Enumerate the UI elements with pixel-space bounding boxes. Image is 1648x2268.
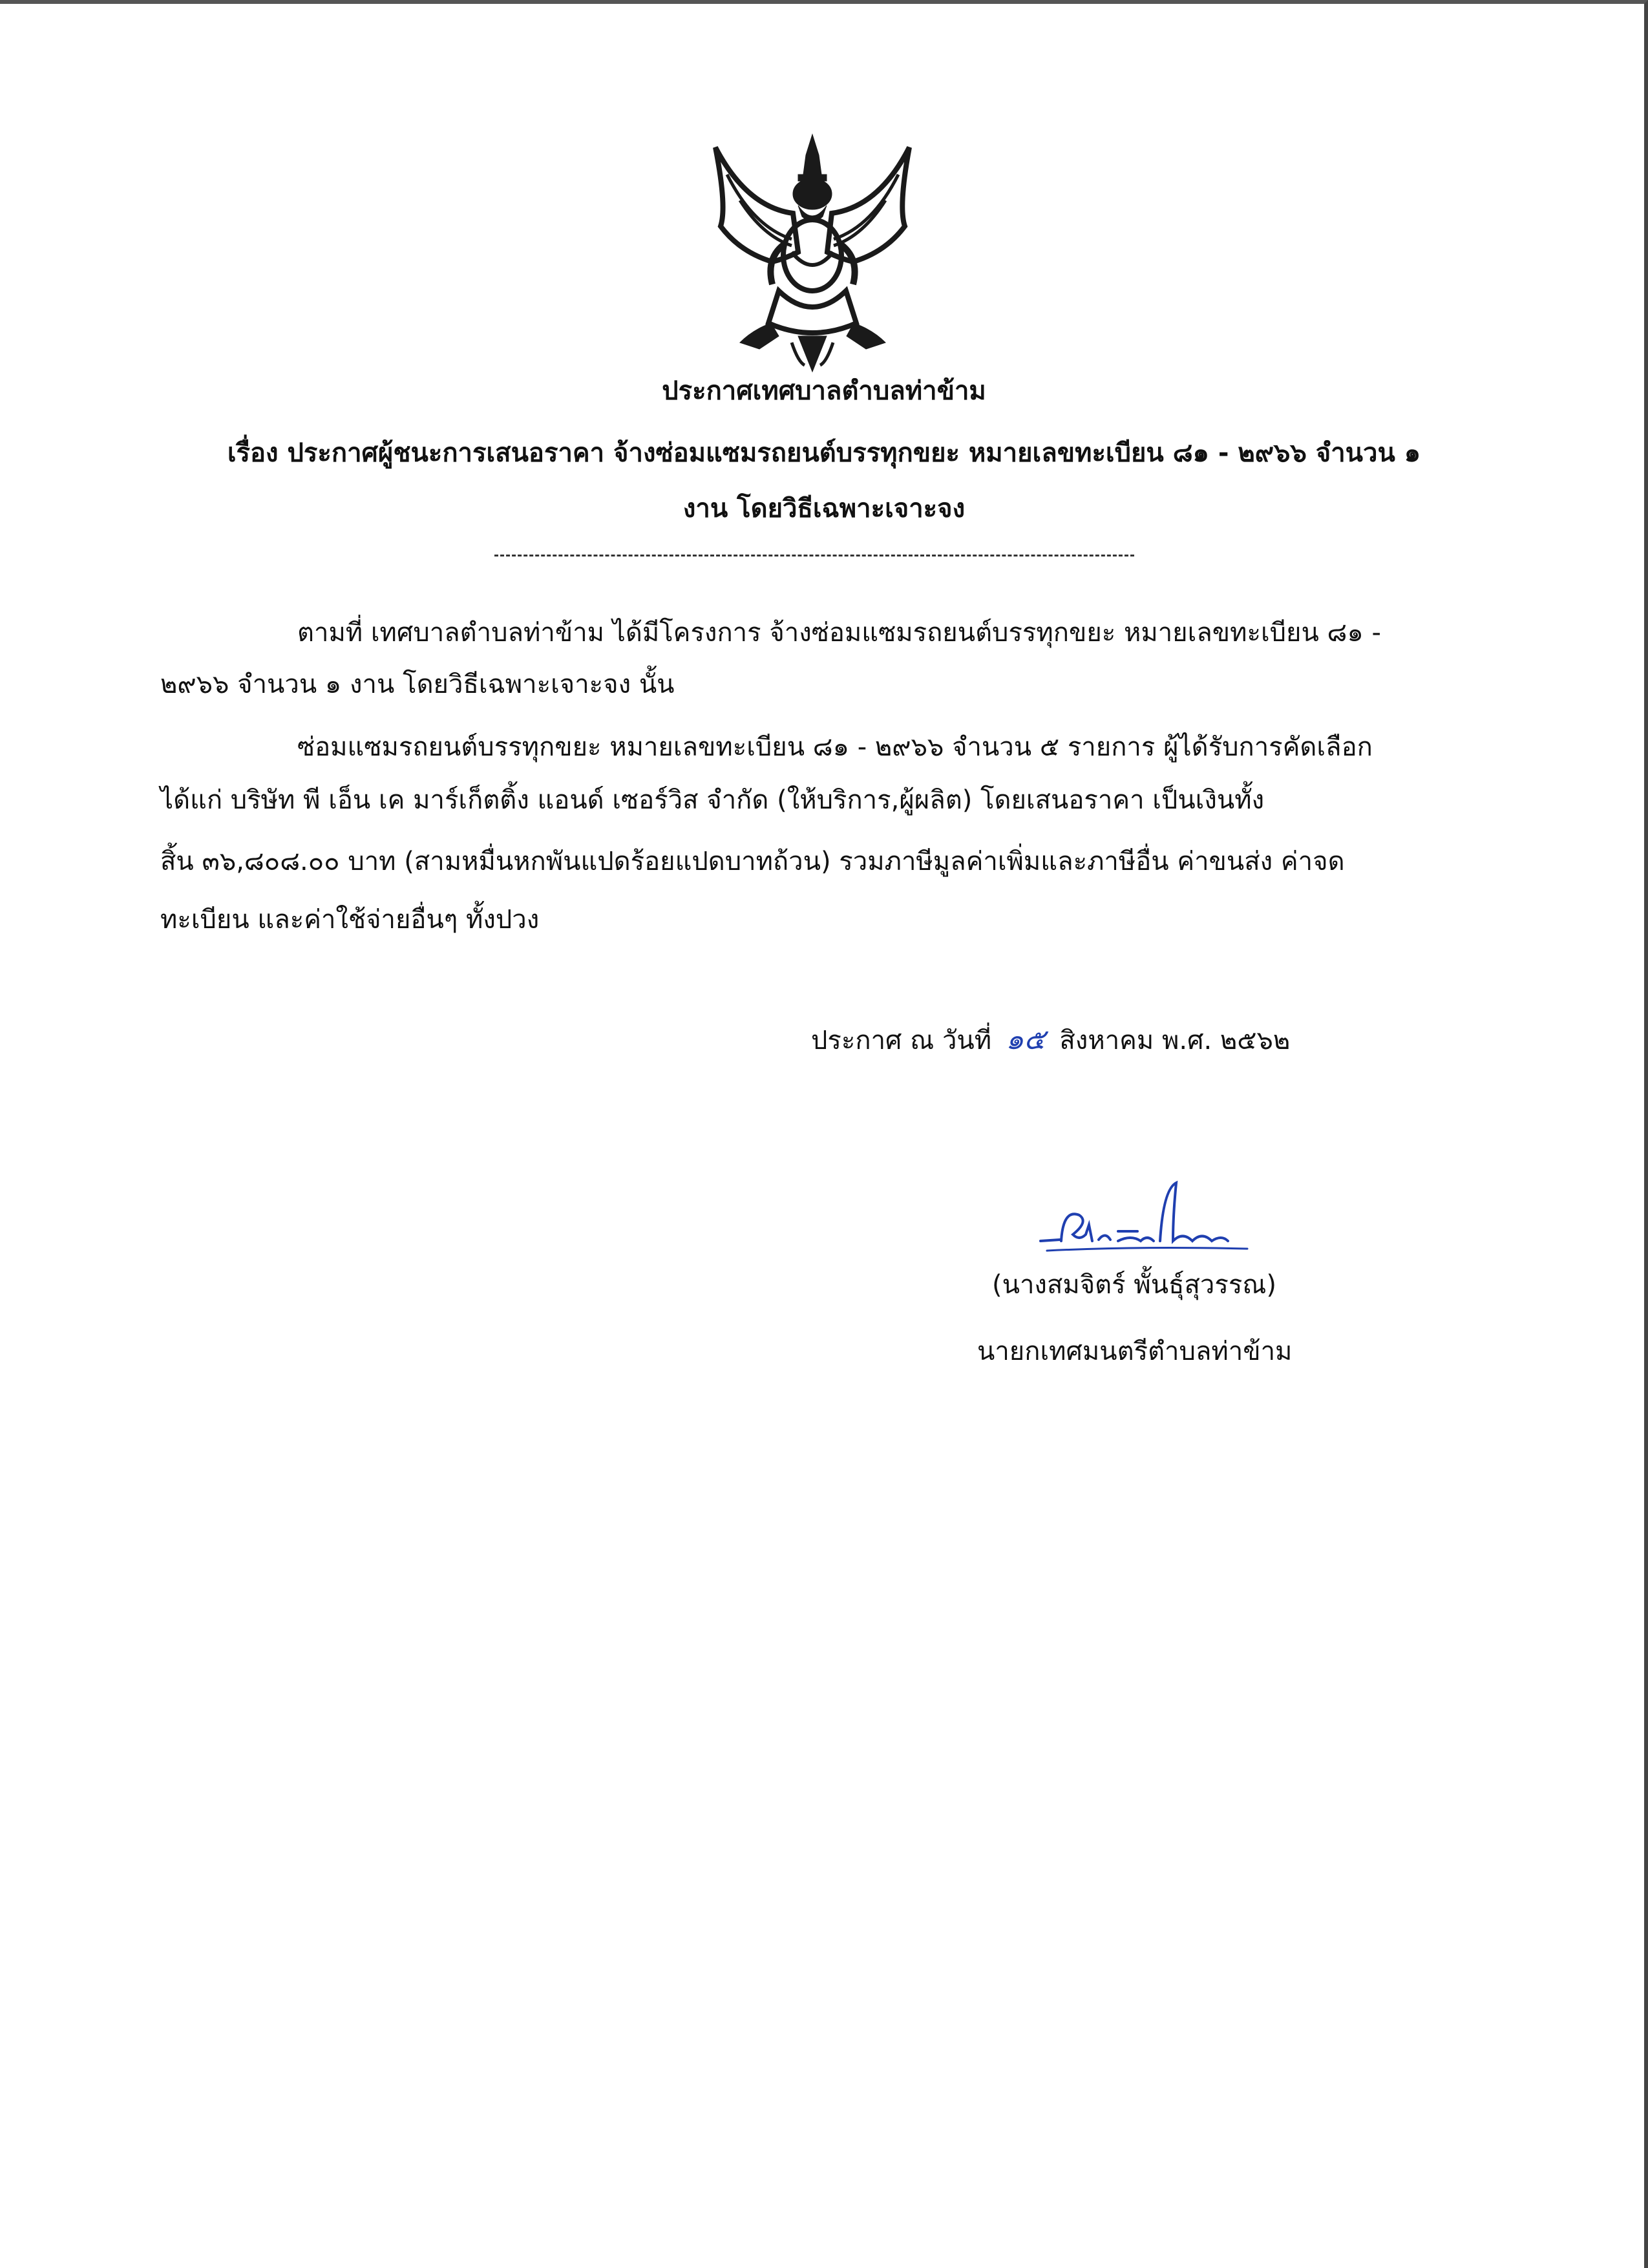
paragraph-2-line-1: ซ่อมแซมรถยนต์บรรทุกขยะ หมายเลขทะเบียน ๘๑ - ๒๙๖๖ จำนวน ๕ รายการ ผู้ได้รับการคัดเลือก: [297, 732, 1373, 762]
garuda-emblem-icon: [701, 129, 924, 375]
dashed-divider: [494, 555, 1134, 556]
announcement-date: [811, 1017, 1290, 1062]
paragraph-2-line-4: ทะเบียน และค่าใช้จ่ายอื่นๆ ทั้งปวง: [160, 905, 540, 935]
handwritten-signature: [1034, 1170, 1254, 1267]
subject-line-2: งาน โดยวิธีเฉพาะเจาะจง: [682, 494, 966, 524]
signatory-position: นายกเทศมนตรีตำบลท่าข้าม: [977, 1337, 1293, 1366]
paragraph-1-line-2: ๒๙๖๖ จำนวน ๑ งาน โดยวิธีเฉพาะเจาะจง นั้น: [160, 670, 675, 699]
date-prefix: ประกาศ ณ วันที่: [811, 1026, 992, 1055]
paragraph-1-line-1: ตามที่ เทศบาลตำบลท่าข้าม ได้มีโครงการ จ้างซ่อมแซมรถยนต์บรรทุกขยะ หมายเลขทะเบียน ๘๑ -: [297, 618, 1381, 648]
date-month-year: สิงหาคม พ.ศ. ๒๕๖๒: [1059, 1026, 1291, 1055]
signatory-name: (นางสมจิตร์ พั้นธุ์สุวรรณ): [992, 1270, 1277, 1300]
subject-line-1: เรื่อง ประกาศผู้ชนะการเสนอราคา จ้างซ่อมแซมรถยนต์บรรทุกขยะ หมายเลขทะเบียน ๘๑ - ๒๙๖๖ จำนวน ๑: [227, 438, 1421, 468]
paragraph-2-line-2: ได้แก่ บริษัท พี เอ็น เค มาร์เก็ตติ้ง แอนด์ เซอร์วิส จำกัด (ให้บริการ,ผู้ผลิต) โดยเสนอราคา เป็นเงินทั้ง: [160, 785, 1265, 815]
date-day: ๑๕: [1006, 1023, 1046, 1056]
paragraph-2-line-3: สิ้น ๓๖,๘๐๘.๐๐ บาท (สามหมื่นหกพันแปดร้อยแปดบาทถ้วน) รวมภาษีมูลค่าเพิ่มและภาษีอื่น ค่าขนส่ง ค่าจด: [160, 847, 1345, 876]
document-title: ประกาศเทศบาลตำบลท่าข้าม: [662, 376, 986, 406]
